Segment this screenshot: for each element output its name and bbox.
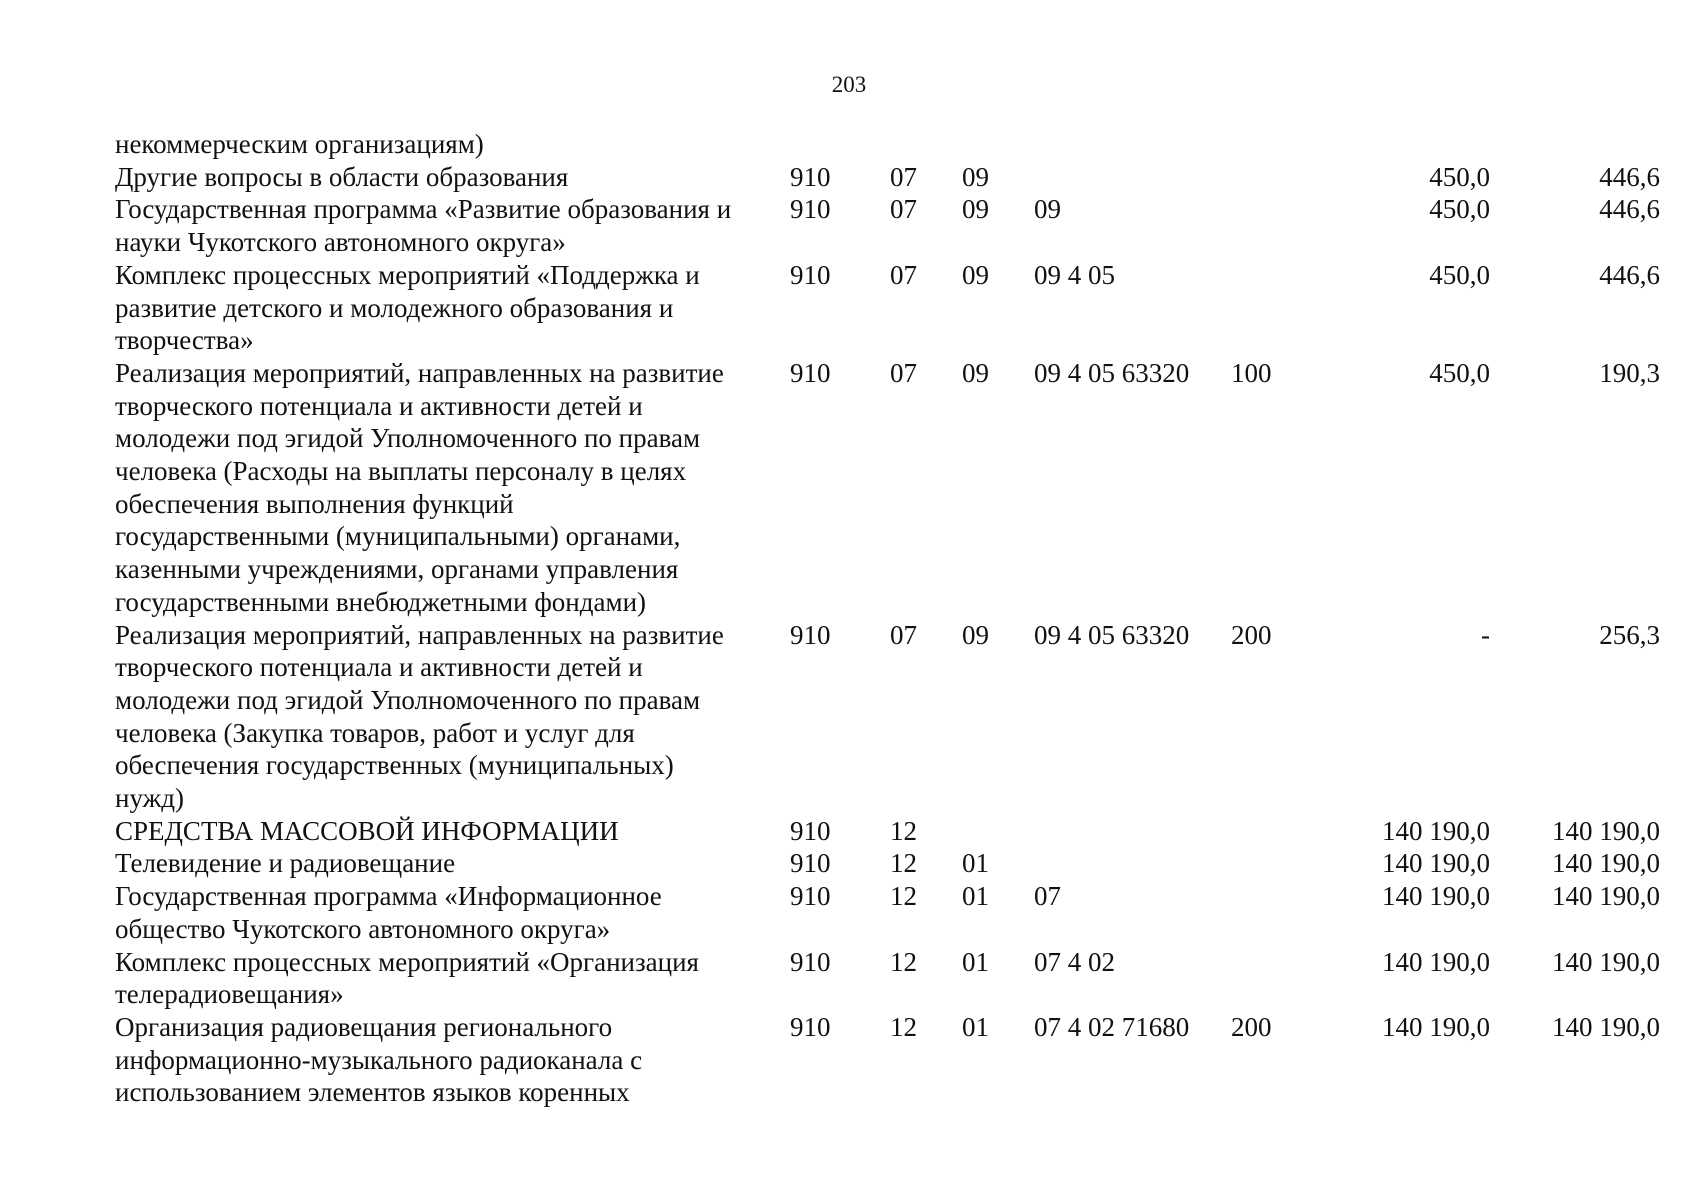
cell-ministry-code: 910 [790,619,831,650]
cell-section-code: 07 [890,357,917,388]
cell-amount-actual: 190,3 [1599,357,1660,388]
cell-amount-actual: 446,6 [1599,259,1660,290]
cell-expense-name: некоммерческим организациям) [115,129,484,159]
cell-section-code: 07 [890,619,917,650]
table-row [115,847,1660,880]
cell-expense-type-code [1231,128,1320,161]
cell-amount-actual: 140 190,0 [1552,815,1660,846]
cell-expense-name: Телевидение и радиовещание [115,848,456,879]
cell-expense-type-code [1231,815,1320,848]
cell-expense-type-code [1231,946,1320,1011]
cell-subsection-code: 09 [962,357,989,388]
cell-amount-actual: 140 190,0 [1552,946,1660,977]
cell-section-code: 07 [890,161,917,192]
table-row [115,946,1660,1011]
cell-ministry-code: 910 [790,815,831,846]
cell-amount-planned: 140 190,0 [1382,848,1490,879]
table-row [115,128,1660,161]
cell-ministry-code [790,128,890,161]
cell-expense-name: Комплекс процессных мероприятий «Поддержка и развитие детского и молодежного образования и творчества» [115,259,700,356]
cell-expense-type-code [1231,880,1320,945]
cell-section-code: 12 [890,946,917,977]
cell-expense-name: Государственная программа «Информационное общество Чукотского автономного округа» [115,881,662,944]
cell-expense-type-code: 100 [1231,357,1272,388]
cell-expense-type-code [1231,193,1320,258]
cell-subsection-code: 09 [962,619,989,650]
cell-target-article-code [1034,847,1231,880]
cell-amount-actual: 256,3 [1599,619,1660,650]
cell-subsection-code: 01 [962,848,989,879]
cell-amount-planned [1320,128,1490,161]
cell-section-code: 07 [890,194,917,225]
cell-subsection-code: 01 [962,946,989,977]
cell-target-article-code [1034,128,1231,161]
cell-subsection-code [962,128,1034,161]
cell-expense-name: СРЕДСТВА МАССОВОЙ ИНФОРМАЦИИ [115,815,619,846]
cell-section-code: 12 [890,1011,917,1042]
table-row [115,259,1660,357]
cell-amount-planned: 450,0 [1429,161,1490,192]
cell-ministry-code: 910 [790,881,831,912]
cell-amount-actual: 446,6 [1599,161,1660,192]
table-row [115,815,1660,848]
cell-amount-planned: - [1481,619,1490,650]
cell-expense-type-code: 200 [1231,1011,1272,1042]
cell-ministry-code: 910 [790,1011,831,1042]
cell-expense-name: Реализация мероприятий, направленных на развитие творческого потенциала и активности детей и молодежи под эгидой Уполномоченного по правам человека (Закупка товаров, работ и услуг для обеспечения государственных (муниципальных) нужд) [115,619,724,814]
cell-ministry-code: 910 [790,259,831,290]
cell-subsection-code: 09 [962,161,989,192]
cell-amount-planned: 450,0 [1429,259,1490,290]
cell-expense-type-code [1231,847,1320,880]
cell-section-code: 07 [890,259,917,290]
cell-amount-planned: 140 190,0 [1382,815,1490,846]
cell-expense-type-code [1231,161,1320,194]
cell-amount-actual: 446,6 [1599,194,1660,225]
table-row [115,880,1660,945]
cell-section-code: 12 [890,815,917,846]
table-row [115,1011,1660,1109]
table-row [115,619,1660,815]
cell-ministry-code: 910 [790,848,831,879]
table-row [115,357,1660,619]
cell-target-article-code [1034,815,1231,848]
cell-amount-actual: 140 190,0 [1552,848,1660,879]
cell-amount-actual: 140 190,0 [1552,881,1660,912]
cell-section-code [890,128,962,161]
cell-target-article-code: 07 4 02 71680 [1034,1011,1190,1042]
page-number: 203 [831,72,867,97]
cell-amount-actual: 140 190,0 [1552,1011,1660,1042]
cell-ministry-code: 910 [790,357,831,388]
cell-ministry-code: 910 [790,194,831,225]
cell-expense-name: Реализация мероприятий, направленных на развитие творческого потенциала и активности детей и молодежи под эгидой Уполномоченного по правам человека (Расходы на выплаты персоналу в целях обеспечения выполнения функций государственными (муниципальными) органами, казенными учреждениями, органами управления государственными внебюджетными фондами) [115,357,724,617]
cell-amount-planned: 140 190,0 [1382,881,1490,912]
cell-amount-actual [1490,128,1660,161]
cell-target-article-code: 09 [1034,194,1061,225]
table-row [115,193,1660,258]
cell-expense-name: Организация радиовещания регионального информационно-музыкального радиоканала с использованием элементов языков коренных [115,1011,643,1108]
cell-section-code: 12 [890,848,917,879]
cell-subsection-code: 09 [962,259,989,290]
cell-expense-type-code [1231,259,1320,357]
cell-subsection-code: 01 [962,881,989,912]
cell-expense-name: Комплекс процессных мероприятий «Организация телерадиовещания» [115,946,699,1010]
cell-expense-name: Государственная программа «Развитие образования и науки Чукотского автономного округа» [115,194,732,258]
budget-table [115,128,1660,1109]
cell-target-article-code [1034,161,1231,194]
cell-section-code: 12 [890,881,917,912]
cell-subsection-code: 01 [962,1011,989,1042]
cell-amount-planned: 140 190,0 [1382,1011,1490,1042]
cell-target-article-code: 09 4 05 63320 [1034,619,1190,650]
cell-target-article-code: 07 4 02 [1034,946,1115,977]
cell-expense-name: Другие вопросы в области образования [115,161,569,192]
cell-expense-type-code: 200 [1231,619,1272,650]
cell-target-article-code: 09 4 05 [1034,259,1115,290]
cell-amount-planned: 450,0 [1429,357,1490,388]
table-row [115,161,1660,194]
cell-subsection-code [962,815,1034,848]
cell-target-article-code: 07 [1034,881,1061,912]
cell-amount-planned: 140 190,0 [1382,946,1490,977]
cell-target-article-code: 09 4 05 63320 [1034,357,1190,388]
cell-amount-planned: 450,0 [1429,194,1490,225]
cell-ministry-code: 910 [790,161,831,192]
cell-ministry-code: 910 [790,946,831,977]
cell-subsection-code: 09 [962,194,989,225]
